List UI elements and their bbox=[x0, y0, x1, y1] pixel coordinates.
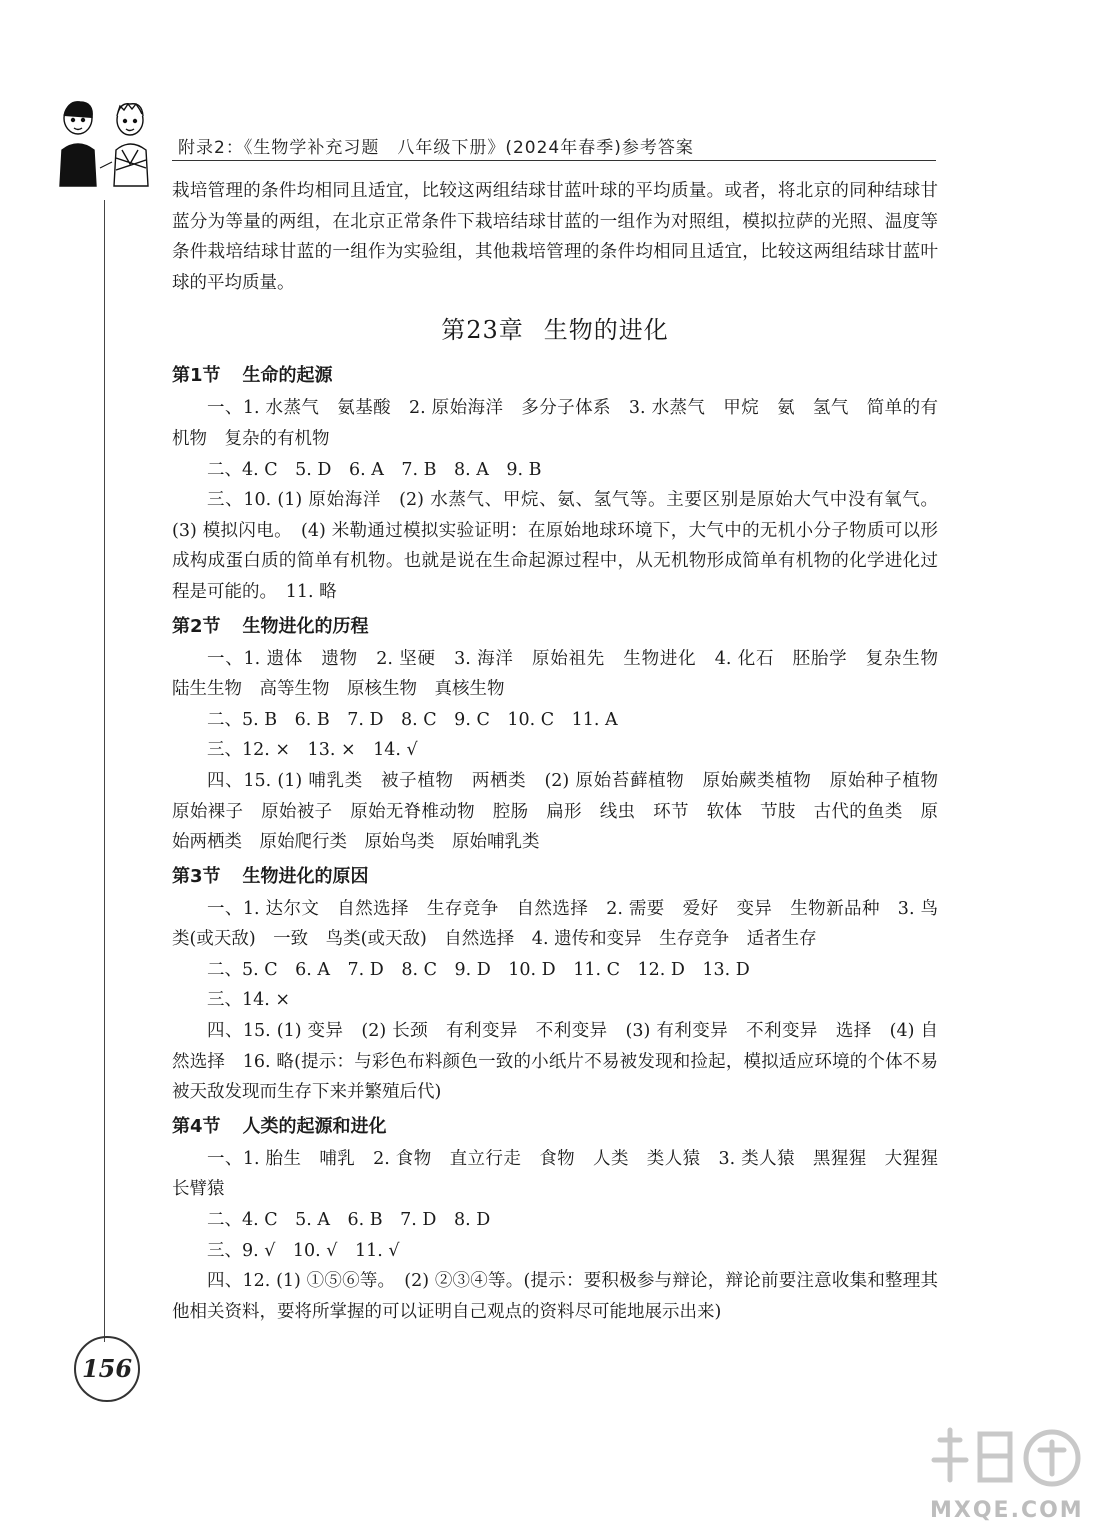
section-4 bbox=[172, 1110, 956, 1328]
section-heading bbox=[172, 1110, 938, 1144]
answer-paragraph: 二、4. C 5. D 6. A 7. B 8. A 9. B bbox=[207, 459, 542, 480]
chapter-heading bbox=[172, 310, 938, 345]
section-1 bbox=[172, 359, 938, 607]
answer-paragraph: 一、1. 水蒸气 氨基酸 2. 原始海洋 多分子体系 3. 水蒸气 甲烷 氨 氢气 简单的有机物 复杂的有机物 bbox=[172, 398, 938, 449]
answer-paragraph: 一、1. 胎生 哺乳 2. 食物 直立行走 食物 人类 类人猿 3. 类人猿 黑猩猩 大猩猩 长臂猿 bbox=[172, 1148, 956, 1200]
section-3 bbox=[172, 860, 938, 1108]
section-title: 人类的起源和进化 bbox=[242, 1115, 387, 1137]
answer-paragraph: 四、15. (1) 哺乳类 被子植物 两栖类 (2) 原始苔藓植物 原始蕨类植物 原始种子植物 原始裸子 原始被子 原始无脊椎动物 腔肠 扁形 线虫 环节 软体 节肢 古代的鱼类 原始两栖类 原始爬行类 原始鸟类 原始哺乳类 bbox=[172, 770, 956, 853]
two-students-illustration-icon bbox=[50, 98, 160, 188]
answer-paragraph: 二、5. B 6. B 7. D 8. C 9. C 10. C 11. A bbox=[207, 709, 618, 730]
page-number: 156 bbox=[74, 1336, 140, 1402]
answer-paragraph: 二、5. C 6. A 7. D 8. C 9. D 10. D 11. C 12. D 13. D bbox=[207, 959, 750, 980]
answer-paragraph: 三、10. (1) 原始海洋 (2) 水蒸气、甲烷、氨、氢气等。主要区别是原始大气中没有氧气。(3) 模拟闪电。 (4) 米勒通过模拟实验证明：在原始地球环境下，大气中的无机小分子物质可以形成构成蛋白质的简单有机物。也就是说在生命起源过程中，从无机物形成简单有机物的化学进化过程是可能的。 11. 略 bbox=[172, 490, 938, 602]
answer-paragraph: 四、15. (1) 变异 (2) 长颈 有利变异 不利变异 (3) 有利变异 不利变异 选择 (4) 自然选择 16. 略(提示：与彩色布料颜色一致的小纸片不易被发现和捡起，模拟适应环境的个体不易被天敌发现而生存下来并繁殖后代) bbox=[172, 1021, 938, 1103]
watermark-text: MXQE.COM bbox=[930, 1498, 1084, 1523]
margin-divider bbox=[104, 200, 105, 1342]
section-heading bbox=[172, 359, 938, 393]
header-divider bbox=[172, 160, 936, 161]
header-title: 附录2：《生物学补充习题 八年级下册》(2024年春季)参考答案 bbox=[178, 138, 694, 158]
answer-paragraph: 三、12. × 13. × 14. √ bbox=[207, 740, 418, 761]
chapter-title: 生物的进化 bbox=[543, 316, 669, 345]
section-number: 第4节 bbox=[172, 1115, 221, 1137]
section-title: 生物进化的历程 bbox=[242, 615, 369, 637]
section-number: 第3节 bbox=[172, 865, 221, 887]
section-number: 第2节 bbox=[172, 615, 221, 637]
answer-paragraph: 三、9. √ 10. √ 11. √ bbox=[207, 1240, 400, 1261]
section-heading bbox=[172, 860, 938, 894]
section-2 bbox=[172, 610, 956, 858]
answer-paragraph: 四、12. (1) ①⑤⑥等。 (2) ②③④等。(提示：要积极参与辩论，辩论前要注意收集和整理其他相关资料，要将所掌握的可以证明自己观点的资料尽可能地展示出来) bbox=[172, 1271, 938, 1322]
section-number: 第1节 bbox=[172, 365, 221, 387]
section-title: 生命的起源 bbox=[242, 365, 333, 387]
answer-paragraph: 一、1. 达尔文 自然选择 生存竞争 自然选择 2. 需要 爱好 变异 生物新品种 3. 鸟类(或天敌) 一致 鸟类(或天敌) 自然选择 4. 遗传和变异 生存竞争 适者生存 bbox=[172, 898, 938, 950]
answer-paragraph: 三、14. × bbox=[207, 990, 291, 1011]
answer-paragraph: 一、1. 遗体 遗物 2. 坚硬 3. 海洋 原始祖先 生物进化 4. 化石 胚胎学 复杂生物 陆生生物 高等生物 原核生物 真核生物 bbox=[172, 648, 956, 700]
section-heading bbox=[172, 610, 938, 644]
page-content bbox=[172, 176, 956, 1327]
answer-paragraph: 二、4. C 5. A 6. B 7. D 8. D bbox=[207, 1210, 491, 1231]
chapter-number: 第23章 bbox=[441, 316, 524, 345]
section-title: 生物进化的原因 bbox=[242, 865, 369, 887]
intro-paragraph: 栽培管理的条件均相同且适宜，比较这两组结球甘蓝叶球的平均质量。或者，将北京的同种结球甘蓝分为等量的两组，在北京正常条件下栽培结球甘蓝的一组作为对照组，模拟拉萨的光照、温度等条件栽培结球甘蓝的一组作为实验组，其他栽培管理的条件均相同且适宜，比较这两组结球甘蓝叶球的平均质量。 bbox=[172, 181, 938, 293]
